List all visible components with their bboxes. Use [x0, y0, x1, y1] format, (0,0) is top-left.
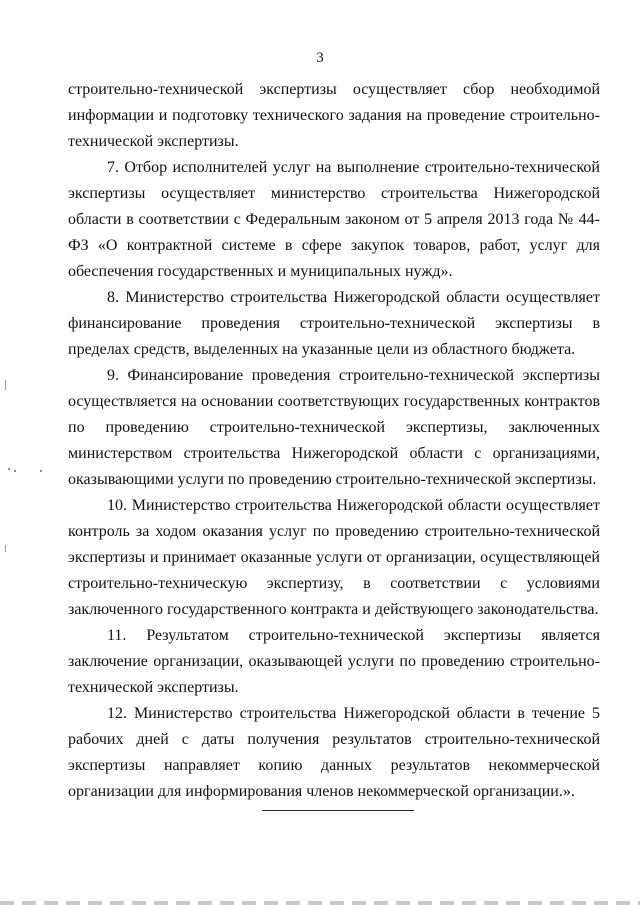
paragraph-continuation: строительно-технической экспертизы осуществляет сбор необходимой информации и подготовку технического задания на проведение строительно-технической экспертизы. [68, 81, 600, 150]
scan-artifact-dot [14, 470, 16, 472]
paragraph-7: 7. Отбор исполнителей услуг на выполнение строительно-технической экспертизы осуществляет министерство строительства Нижегородской области в соответствии с Федеральным законом от 5 апреля 2013 года № 44-ФЗ «О контрактной системе в сфере закупок товаров, работ, услуг для обеспечения государственных и муниципальных нужд». [68, 159, 600, 280]
page-number: 3 [316, 50, 324, 66]
paragraph-12: 12. Министерство строительства Нижегородской области в течение 5 рабочих дней с даты получения результатов строительно-технической экспертизы направляет копию данных результатов некоммерческой организации для информирования членов некоммерческой организации.». [68, 705, 600, 800]
paragraph-11: 11. Результатом строительно-технической экспертизы является заключение организации, оказывающей услуги по проведению строительно-технической экспертизы. [68, 627, 600, 696]
paragraph-10: 10. Министерство строительства Нижегородской области осуществляет контроль за ходом оказания услуг по проведению строительно-технической экспертизы и принимает оказанные услуги от организации, осуществляющей строительно-техническую экспертизу, в соответствии с условиями заключенного государственного контракта и действующего законодательства. [68, 497, 600, 618]
scan-artifact-dot [8, 468, 10, 470]
paragraph-9: 9. Финансирование проведения строительно-технической экспертизы осуществляется на основании соответствующих государственных контрактов по проведению строительно-технической экспертизы, заключенных министерством строительства Нижегородской области с организациями, оказывающими услуги по проведению строительно-технической экспертизы. [68, 367, 600, 488]
scan-artifact-dot [40, 470, 42, 472]
document-body [68, 77, 600, 805]
paragraph-8: 8. Министерство строительства Нижегородской области осуществляет финансирование проведения строительно-технической экспертизы в пределах средств, выделенных на указанные цели из областного бюджета. [68, 289, 600, 358]
scan-bottom-edge [0, 901, 640, 905]
closing-divider [262, 810, 414, 811]
scan-artifact-mark [5, 380, 6, 390]
scan-artifact-mark [5, 545, 6, 552]
